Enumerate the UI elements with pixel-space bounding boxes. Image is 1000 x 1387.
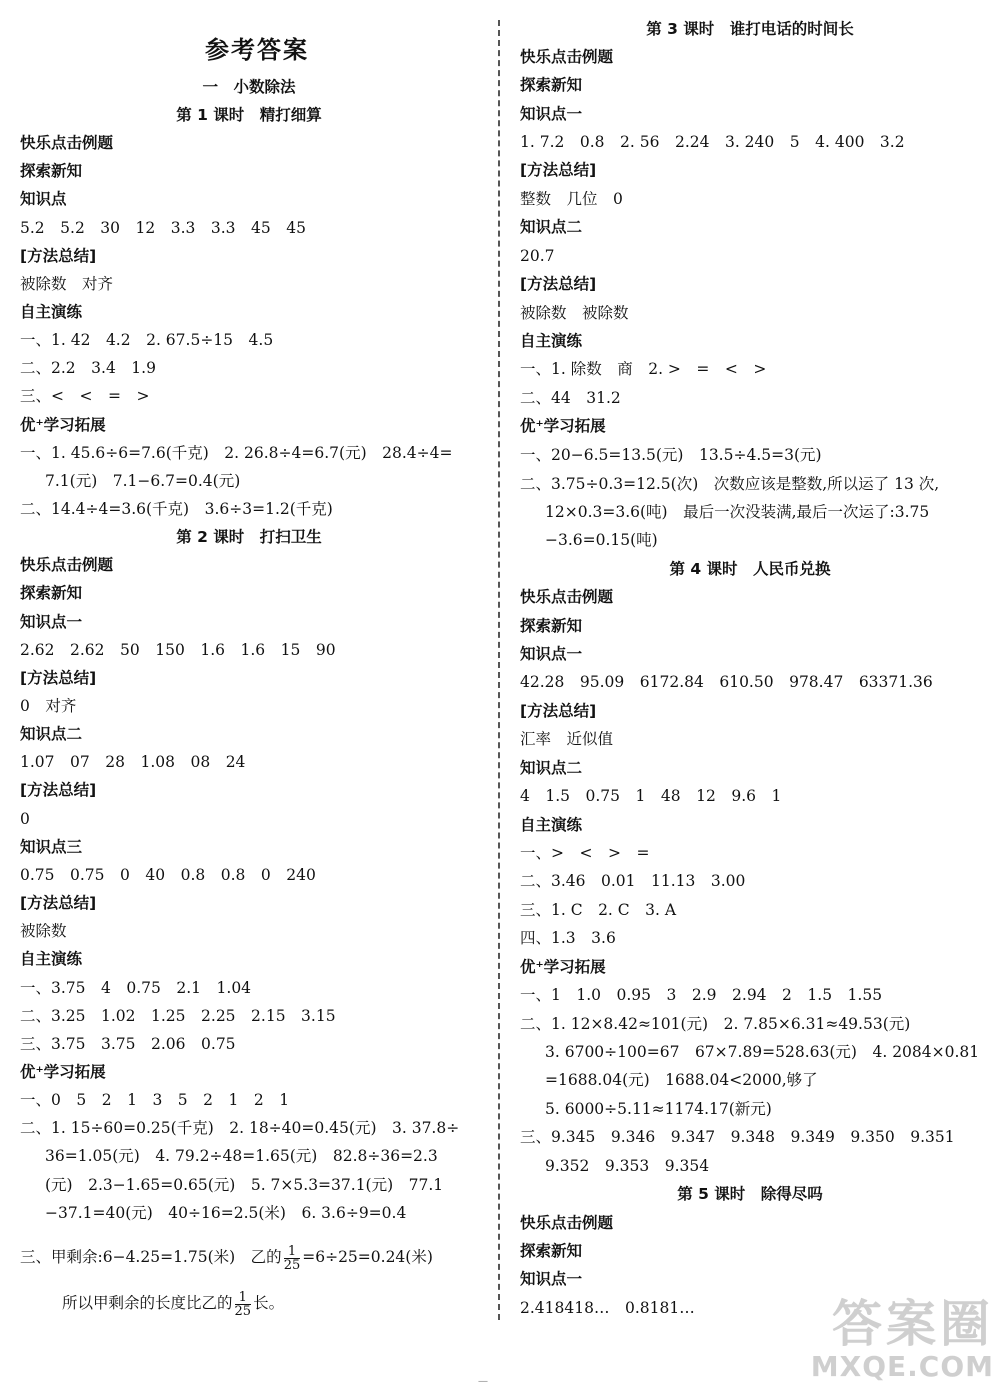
fraction-answer-line: [20, 1244, 433, 1272]
answer-line: 一、1. 45.6÷6=7.6(千克) 2. 26.8÷4=6.7(元) 28.4÷4=: [20, 444, 453, 462]
answer-line: 2.62 2.62 50 150 1.6 1.6 15 90: [20, 641, 336, 659]
answer-line: 1. 7.2 0.8 2. 56 2.24 3. 240 5 4. 400 3.2: [520, 133, 905, 151]
fraction-line-text: 所以甲剩余的长度比乙的: [62, 1294, 233, 1312]
lesson-title: 第 1 课时 精打细算: [176, 106, 322, 124]
fraction-numerator: 1: [235, 1291, 252, 1305]
answer-line: 汇率 近似值: [520, 730, 614, 748]
heading: 探索新知: [20, 584, 83, 602]
page-number: —: [478, 1376, 488, 1387]
heading: 自主演练: [20, 303, 83, 321]
heading: 知识点二: [520, 218, 583, 236]
watermark-logo: [811, 1297, 994, 1383]
answer-line: 3. 6700÷100=67 67×7.89=528.63(元) 4. 2084×0.81: [545, 1043, 980, 1061]
heading: 知识点三: [20, 838, 83, 856]
answer-line: 三、1. C 2. C 3. A: [520, 901, 677, 919]
answer-line: 5.2 5.2 30 12 3.3 3.3 45 45: [20, 219, 306, 237]
answer-line: 被除数: [20, 922, 67, 940]
heading: 知识点一: [520, 105, 583, 123]
answer-line: 一、3.75 4 0.75 2.1 1.04: [20, 979, 252, 997]
fraction-line-text: 三、甲剩余:6−4.25=1.75(米) 乙的: [20, 1248, 282, 1266]
heading: 优⁺学习拓展: [20, 1063, 106, 1081]
column-divider: [498, 20, 500, 1320]
answer-line: 二、3.75÷0.3=12.5(次) 次数应该是整数,所以运了 13 次,: [520, 475, 940, 493]
answer-line: 42.28 95.09 6172.84 610.50 978.47 63371.36: [520, 673, 933, 691]
heading: 自主演练: [520, 816, 583, 834]
answer-line: 一、0 5 2 1 3 5 2 1 2 1: [20, 1091, 290, 1109]
heading: 探索新知: [520, 1242, 583, 1260]
answer-line: 4 1.5 0.75 1 48 12 9.6 1: [520, 787, 782, 805]
section-title: 一 小数除法: [202, 78, 296, 96]
answer-line: 二、1. 12×8.42≈101(元) 2. 7.85×6.31≈49.53(元): [520, 1015, 911, 1033]
heading: 探索新知: [20, 162, 83, 180]
heading: 自主演练: [20, 950, 83, 968]
answer-line: 1.07 07 28 1.08 08 24: [20, 753, 246, 771]
heading: 快乐点击例题: [20, 134, 114, 152]
answer-line: 四、1.3 3.6: [520, 929, 616, 947]
fraction-answer-line: [62, 1290, 284, 1318]
heading: 自主演练: [520, 332, 583, 350]
answer-line: 0.75 0.75 0 40 0.8 0.8 0 240: [20, 866, 316, 884]
answer-line: (元) 2.3−1.65=0.65(元) 5. 7×5.3=37.1(元) 77.1: [45, 1176, 444, 1194]
heading: 知识点二: [520, 759, 583, 777]
method-summary: [方法总结]: [20, 669, 97, 687]
answer-line: 12×0.3=3.6(吨) 最后一次没装满,最后一次运了:3.75: [545, 503, 930, 521]
heading: 优⁺学习拓展: [520, 417, 606, 435]
answer-line: 一、1 1.0 0.95 3 2.9 2.94 2 1.5 1.55: [520, 986, 883, 1004]
method-summary: [方法总结]: [520, 702, 597, 720]
answer-line: 2.418418… 0.8181…: [520, 1299, 695, 1317]
answer-line: 三、3.75 3.75 2.06 0.75: [20, 1035, 236, 1053]
heading: 知识点: [20, 190, 67, 208]
answer-line: 一、20−6.5=13.5(元) 13.5÷4.5=3(元): [520, 446, 822, 464]
heading: 探索新知: [520, 617, 583, 635]
watermark-bottom: MXQE.COM: [810, 1350, 994, 1383]
answer-line: 二、2.2 3.4 1.9: [20, 359, 156, 377]
fraction-line-text: 长。: [253, 1294, 285, 1312]
method-summary: [方法总结]: [20, 781, 97, 799]
method-summary: [方法总结]: [520, 275, 597, 293]
answer-line: 被除数 对齐: [20, 275, 114, 293]
fraction-numerator: 1: [284, 1245, 301, 1259]
heading: 快乐点击例题: [520, 1214, 614, 1232]
heading: 快乐点击例题: [520, 588, 614, 606]
answer-line: 二、1. 15÷60=0.25(千克) 2. 18÷40=0.45(元) 3. 37.8÷: [20, 1119, 460, 1137]
lesson-title: 第 4 课时 人民币兑换: [669, 560, 831, 578]
answer-line: 二、3.46 0.01 11.13 3.00: [520, 872, 746, 890]
heading: 知识点二: [20, 725, 83, 743]
lesson-title: 第 5 课时 除得尽吗: [677, 1185, 823, 1203]
answer-line: −3.6=0.15(吨): [545, 531, 658, 549]
heading: 快乐点击例题: [520, 48, 614, 66]
watermark-top: 答案圈: [832, 1295, 994, 1353]
fraction: [235, 1291, 252, 1318]
answer-line: 被除数 被除数: [520, 304, 629, 322]
answer-line: 整数 几位 0: [520, 190, 623, 208]
heading: 探索新知: [520, 76, 583, 94]
lesson-title: 第 2 课时 打扫卫生: [176, 528, 322, 546]
method-summary: [方法总结]: [20, 894, 97, 912]
answer-line: 36=1.05(元) 4. 79.2÷48=1.65(元) 82.8÷36=2.3: [45, 1147, 438, 1165]
answer-line: 一、1. 42 4.2 2. 67.5÷15 4.5: [20, 331, 274, 349]
answer-line: 二、44 31.2: [520, 389, 621, 407]
fraction-line-text: =6÷25=0.24(米): [302, 1248, 433, 1266]
answer-line: 20.7: [520, 247, 555, 265]
method-summary: [方法总结]: [20, 247, 97, 265]
answer-line: 一、> < > =: [520, 844, 650, 862]
answer-line: −37.1=40(元) 40÷16=2.5(米) 6. 3.6÷9=0.4: [45, 1204, 407, 1222]
answer-line: 三、< < = >: [20, 387, 150, 405]
method-summary: [方法总结]: [520, 161, 597, 179]
fraction-denominator: 25: [234, 1303, 252, 1319]
answer-line: 0: [20, 810, 30, 828]
heading: 优⁺学习拓展: [520, 958, 606, 976]
answer-line: 7.1(元) 7.1−6.7=0.4(元): [45, 472, 241, 490]
answer-line: 9.352 9.353 9.354: [545, 1157, 710, 1175]
answer-line: 二、3.25 1.02 1.25 2.25 2.15 3.15: [20, 1007, 336, 1025]
answer-line: 二、14.4÷4=3.6(千克) 3.6÷3=1.2(千克): [20, 500, 333, 518]
answer-line: 5. 6000÷5.11≈1174.17(新元): [545, 1100, 772, 1118]
heading: 知识点一: [520, 1270, 583, 1288]
heading: 优⁺学习拓展: [20, 416, 106, 434]
heading: 知识点一: [520, 645, 583, 663]
heading: 快乐点击例题: [20, 556, 114, 574]
page-title: 参考答案: [205, 35, 309, 64]
fraction: [284, 1245, 301, 1272]
heading: 知识点一: [20, 613, 83, 631]
answer-line: 一、1. 除数 商 2. > = < >: [520, 360, 767, 378]
answer-line: 0 对齐: [20, 697, 77, 715]
answer-line: =1688.04(元) 1688.04<2000,够了: [545, 1071, 818, 1089]
answer-line: 三、9.345 9.346 9.347 9.348 9.349 9.350 9.351: [520, 1128, 955, 1146]
fraction-denominator: 25: [283, 1257, 301, 1273]
lesson-title: 第 3 课时 谁打电话的时间长: [646, 20, 854, 38]
